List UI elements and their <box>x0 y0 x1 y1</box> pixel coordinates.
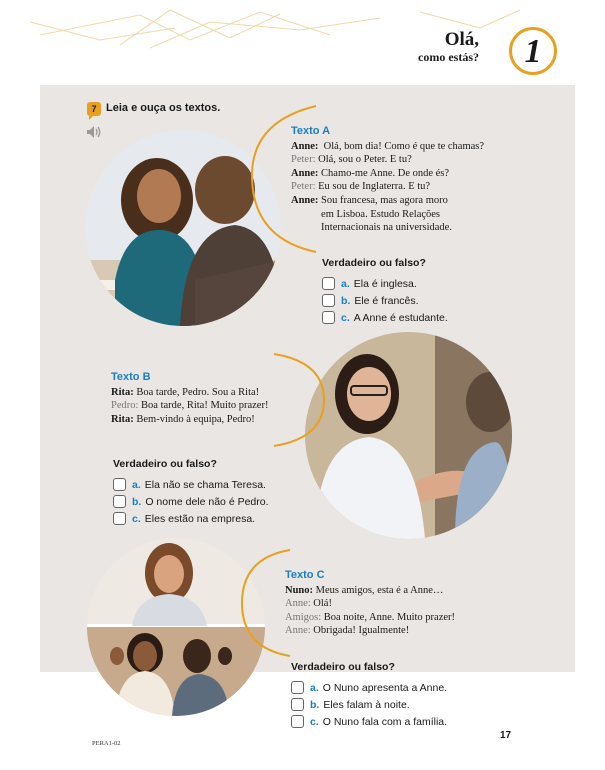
answer-checkbox[interactable] <box>322 294 335 307</box>
quiz-letter: c. <box>132 512 141 525</box>
speaker-name: Anne: <box>291 167 319 179</box>
speech: Bem-vindo à equipa, Pedro! <box>136 413 255 425</box>
speaker-name: Nuno: <box>285 584 314 596</box>
speech: Boa noite, Anne. Muito prazer! <box>323 611 456 623</box>
quiz-item <box>322 292 448 309</box>
speaker-name: Amigos: <box>285 611 322 623</box>
speaker-name: Anne: <box>285 598 311 610</box>
quiz-title: Verdadeiro ou falso? <box>291 661 395 673</box>
dialogue-title: Texto A <box>291 125 331 137</box>
dialogue-line <box>285 624 455 638</box>
quiz-statement: Eles falam à noite. <box>323 698 410 711</box>
quiz-letter: b. <box>310 698 320 711</box>
answer-checkbox[interactable] <box>291 681 304 694</box>
quiz-letter: a. <box>310 681 319 694</box>
dialogue-line <box>285 584 455 598</box>
speaker-name: Anne: <box>285 625 311 637</box>
quiz-item <box>291 713 447 730</box>
quiz-text-a <box>322 257 448 326</box>
quiz-statement: Eles estão na empresa. <box>144 512 256 525</box>
quiz-statement: O nome dele não é Pedro. <box>145 495 269 508</box>
speech: Sou francesa, mas agora moro em Lisboa. Estudo Relações Internacionais na universidade. <box>321 194 452 234</box>
quiz-text-b <box>113 458 269 527</box>
quiz-letter: a. <box>341 277 350 290</box>
exercise-number-badge: 7 <box>87 102 101 116</box>
speaker-icon[interactable] <box>86 125 102 139</box>
exercise-instruction: Leia e ouça os textos. <box>106 102 221 114</box>
dialogue-line <box>285 611 455 625</box>
dialogue-line <box>291 194 484 235</box>
quiz-statement: O Nuno fala com a família. <box>322 715 448 728</box>
lesson-title-sub: como estás? <box>418 50 479 64</box>
dialogue-text-c <box>285 569 455 638</box>
dialogue-title: Texto C <box>285 569 325 581</box>
quiz-statement: Ela não se chama Teresa. <box>144 478 266 491</box>
quiz-statement: Ela é inglesa. <box>353 277 417 290</box>
dialogue-line <box>291 180 484 194</box>
speech: Chamo-me Anne. De onde és? <box>321 167 450 179</box>
quiz-statement: Ele é francês. <box>354 294 419 307</box>
speaker-name: Anne: <box>291 140 319 152</box>
quiz-item <box>322 309 448 326</box>
quiz-item <box>113 493 269 510</box>
answer-checkbox[interactable] <box>322 277 335 290</box>
quiz-letter: c. <box>310 715 319 728</box>
dialogue-line <box>291 153 484 167</box>
speech: Meus amigos, esta é a Anne… <box>315 584 444 596</box>
quiz-letter: b. <box>341 294 351 307</box>
quiz-item <box>113 476 269 493</box>
quiz-statement: O Nuno apresenta a Anne. <box>322 681 448 694</box>
dialogue-text-b <box>111 371 268 426</box>
quiz-text-c <box>291 661 447 730</box>
lesson-title <box>418 30 479 64</box>
speech: Boa tarde, Pedro. Sou a Rita! <box>136 386 260 398</box>
answer-checkbox[interactable] <box>113 478 126 491</box>
dialogue-line <box>111 413 268 427</box>
dialogue-line <box>291 140 484 154</box>
quiz-item <box>113 510 269 527</box>
speaker-name: Peter: <box>291 181 316 193</box>
speaker-name: Anne: <box>291 194 319 206</box>
decorative-arc-b <box>272 352 332 448</box>
speech: Boa tarde, Rita! Muito prazer! <box>141 400 269 412</box>
speech: Eu sou de Inglaterra. E tu? <box>318 181 431 193</box>
speaker-name: Peter: <box>291 154 316 166</box>
answer-checkbox[interactable] <box>113 512 126 525</box>
speech: Olá, sou o Peter. E tu? <box>318 154 412 166</box>
quiz-title: Verdadeiro ou falso? <box>113 458 217 470</box>
speaker-name: Rita: <box>111 413 134 425</box>
quiz-item <box>322 275 448 292</box>
quiz-title: Verdadeiro ou falso? <box>322 257 426 269</box>
answer-checkbox[interactable] <box>291 698 304 711</box>
answer-checkbox[interactable] <box>113 495 126 508</box>
photo-text-b <box>305 332 512 539</box>
speech: Olá, bom dia! Como é que te chamas? <box>321 140 485 152</box>
page-number: 17 <box>500 730 512 741</box>
decorative-arc-c <box>236 548 292 658</box>
dialogue-text-a <box>291 125 484 235</box>
unit-number-badge: 1 <box>509 27 557 75</box>
dialogue-line <box>111 386 268 400</box>
speech: Olá! <box>313 598 332 610</box>
dialogue-line <box>291 167 484 181</box>
quiz-item <box>291 679 447 696</box>
answer-checkbox[interactable] <box>322 311 335 324</box>
answer-checkbox[interactable] <box>291 715 304 728</box>
quiz-letter: a. <box>132 478 141 491</box>
quiz-letter: b. <box>132 495 142 508</box>
lesson-title-main: Olá, <box>444 29 479 50</box>
quiz-letter: c. <box>341 311 350 324</box>
publication-code: PERA1-02 <box>92 740 121 747</box>
speech: Obrigada! Igualmente! <box>313 625 410 637</box>
speaker-name: Rita: <box>111 386 134 398</box>
speaker-name: Pedro: <box>111 400 139 412</box>
dialogue-line <box>285 597 455 611</box>
dialogue-line <box>111 399 268 413</box>
quiz-item <box>291 696 447 713</box>
dialogue-title: Texto B <box>111 371 151 383</box>
quiz-statement: A Anne é estudante. <box>353 311 448 324</box>
